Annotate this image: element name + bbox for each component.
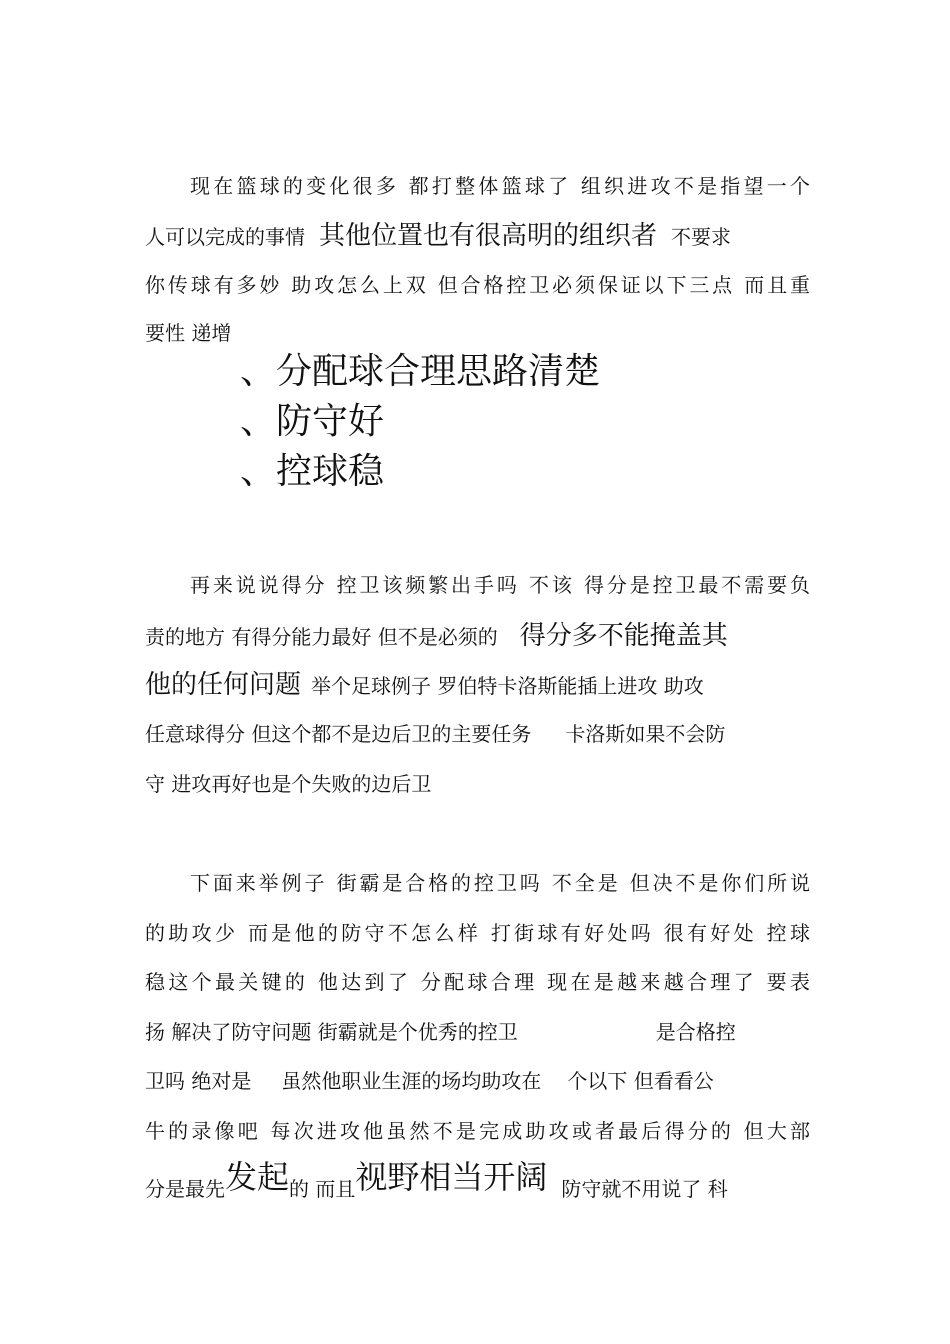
- para1-line-3: 你传球有多妙 助攻怎么上双 但合格控卫必须保证以下三点 而且重: [145, 273, 810, 297]
- para3-line-3: 稳这个最关键的 他达到了 分配球合理 现在是越来越合理了 要表: [145, 970, 810, 994]
- para3-line-1: 下面来举例子 街霸是合格的控卫吗 不全是 但决不是你们所说: [190, 871, 810, 895]
- para3-line-4: [145, 1017, 810, 1047]
- para3-line-6: 牛的录像吧 每次进攻他虽然不是完成助攻或者最后得分的 但大部: [145, 1119, 810, 1143]
- para2-line-3-emphasis: 他的任何问题: [145, 670, 302, 700]
- para1-line-1: 现在篮球的变化很多 都打整体篮球了 组织进攻不是指望一个: [190, 174, 810, 198]
- para3-line-7-emphasis-1: 发起: [225, 1158, 290, 1196]
- para2-line-2-text-a: 责的地方 有得分能力最好 但不是必须的: [145, 625, 498, 649]
- para2-line-4-text-a: 任意球得分 但这个都不是边后卫的主要任务: [145, 722, 532, 746]
- para3-line-2: 的助攻少 而是他的防守不怎么样 打街球有好处吗 很有好处 控球: [145, 921, 810, 945]
- para2-line-5: 守 进攻再好也是个失败的边后卫: [145, 772, 432, 796]
- list-item-1: 、分配球合理思路清楚: [240, 351, 601, 392]
- para3-line-5-text-c: 个以下 但看看公: [567, 1069, 714, 1093]
- para3-line-7-emphasis-2: 视野相当开阔: [355, 1158, 548, 1196]
- para2-line-3: [145, 670, 810, 701]
- para3-line-7: [145, 1158, 810, 1204]
- para3-line-4-text-b: 是合格控: [655, 1020, 736, 1044]
- para3-line-5-text-a: 卫吗 绝对是: [145, 1069, 252, 1093]
- para3-line-5: [145, 1066, 810, 1096]
- para1-line-2-text-c: 不要求: [671, 225, 732, 249]
- para1-line-2-emphasis: 其他位置也有很高明的组织者: [319, 221, 658, 251]
- list-item-2: 、防守好: [240, 401, 385, 442]
- para2-line-1: 再来说说得分 控卫该频繁出手吗 不该 得分是控卫最不需要负: [190, 573, 810, 597]
- para2-line-4: [145, 719, 810, 749]
- para2-line-3-text-b: 举个足球例子 罗伯特卡洛斯能插上进攻 助攻: [311, 674, 704, 698]
- para1-line-4: 要性 递增: [145, 321, 232, 345]
- para2-line-2: [145, 621, 810, 652]
- para3-line-4-text-a: 扬 解决了防守问题 街霸就是个优秀的控卫: [145, 1020, 518, 1044]
- para1-line-2-text-a: 人可以完成的事情: [145, 225, 305, 249]
- para2-line-4-text-b: 卡洛斯如果不会防: [565, 722, 726, 746]
- para1-line-2: [145, 221, 810, 252]
- para3-line-7-text-c: 的 而且: [289, 1177, 356, 1201]
- para3-line-7-text-a: 分是最先: [145, 1177, 225, 1201]
- para2-line-2-emphasis: 得分多不能掩盖其: [519, 621, 728, 651]
- para3-line-5-text-b: 虽然他职业生涯的场均助攻在: [281, 1069, 542, 1093]
- para3-line-7-text-e: 防守就不用说了 科: [561, 1177, 728, 1201]
- list-item-3: 、控球稳: [240, 451, 385, 492]
